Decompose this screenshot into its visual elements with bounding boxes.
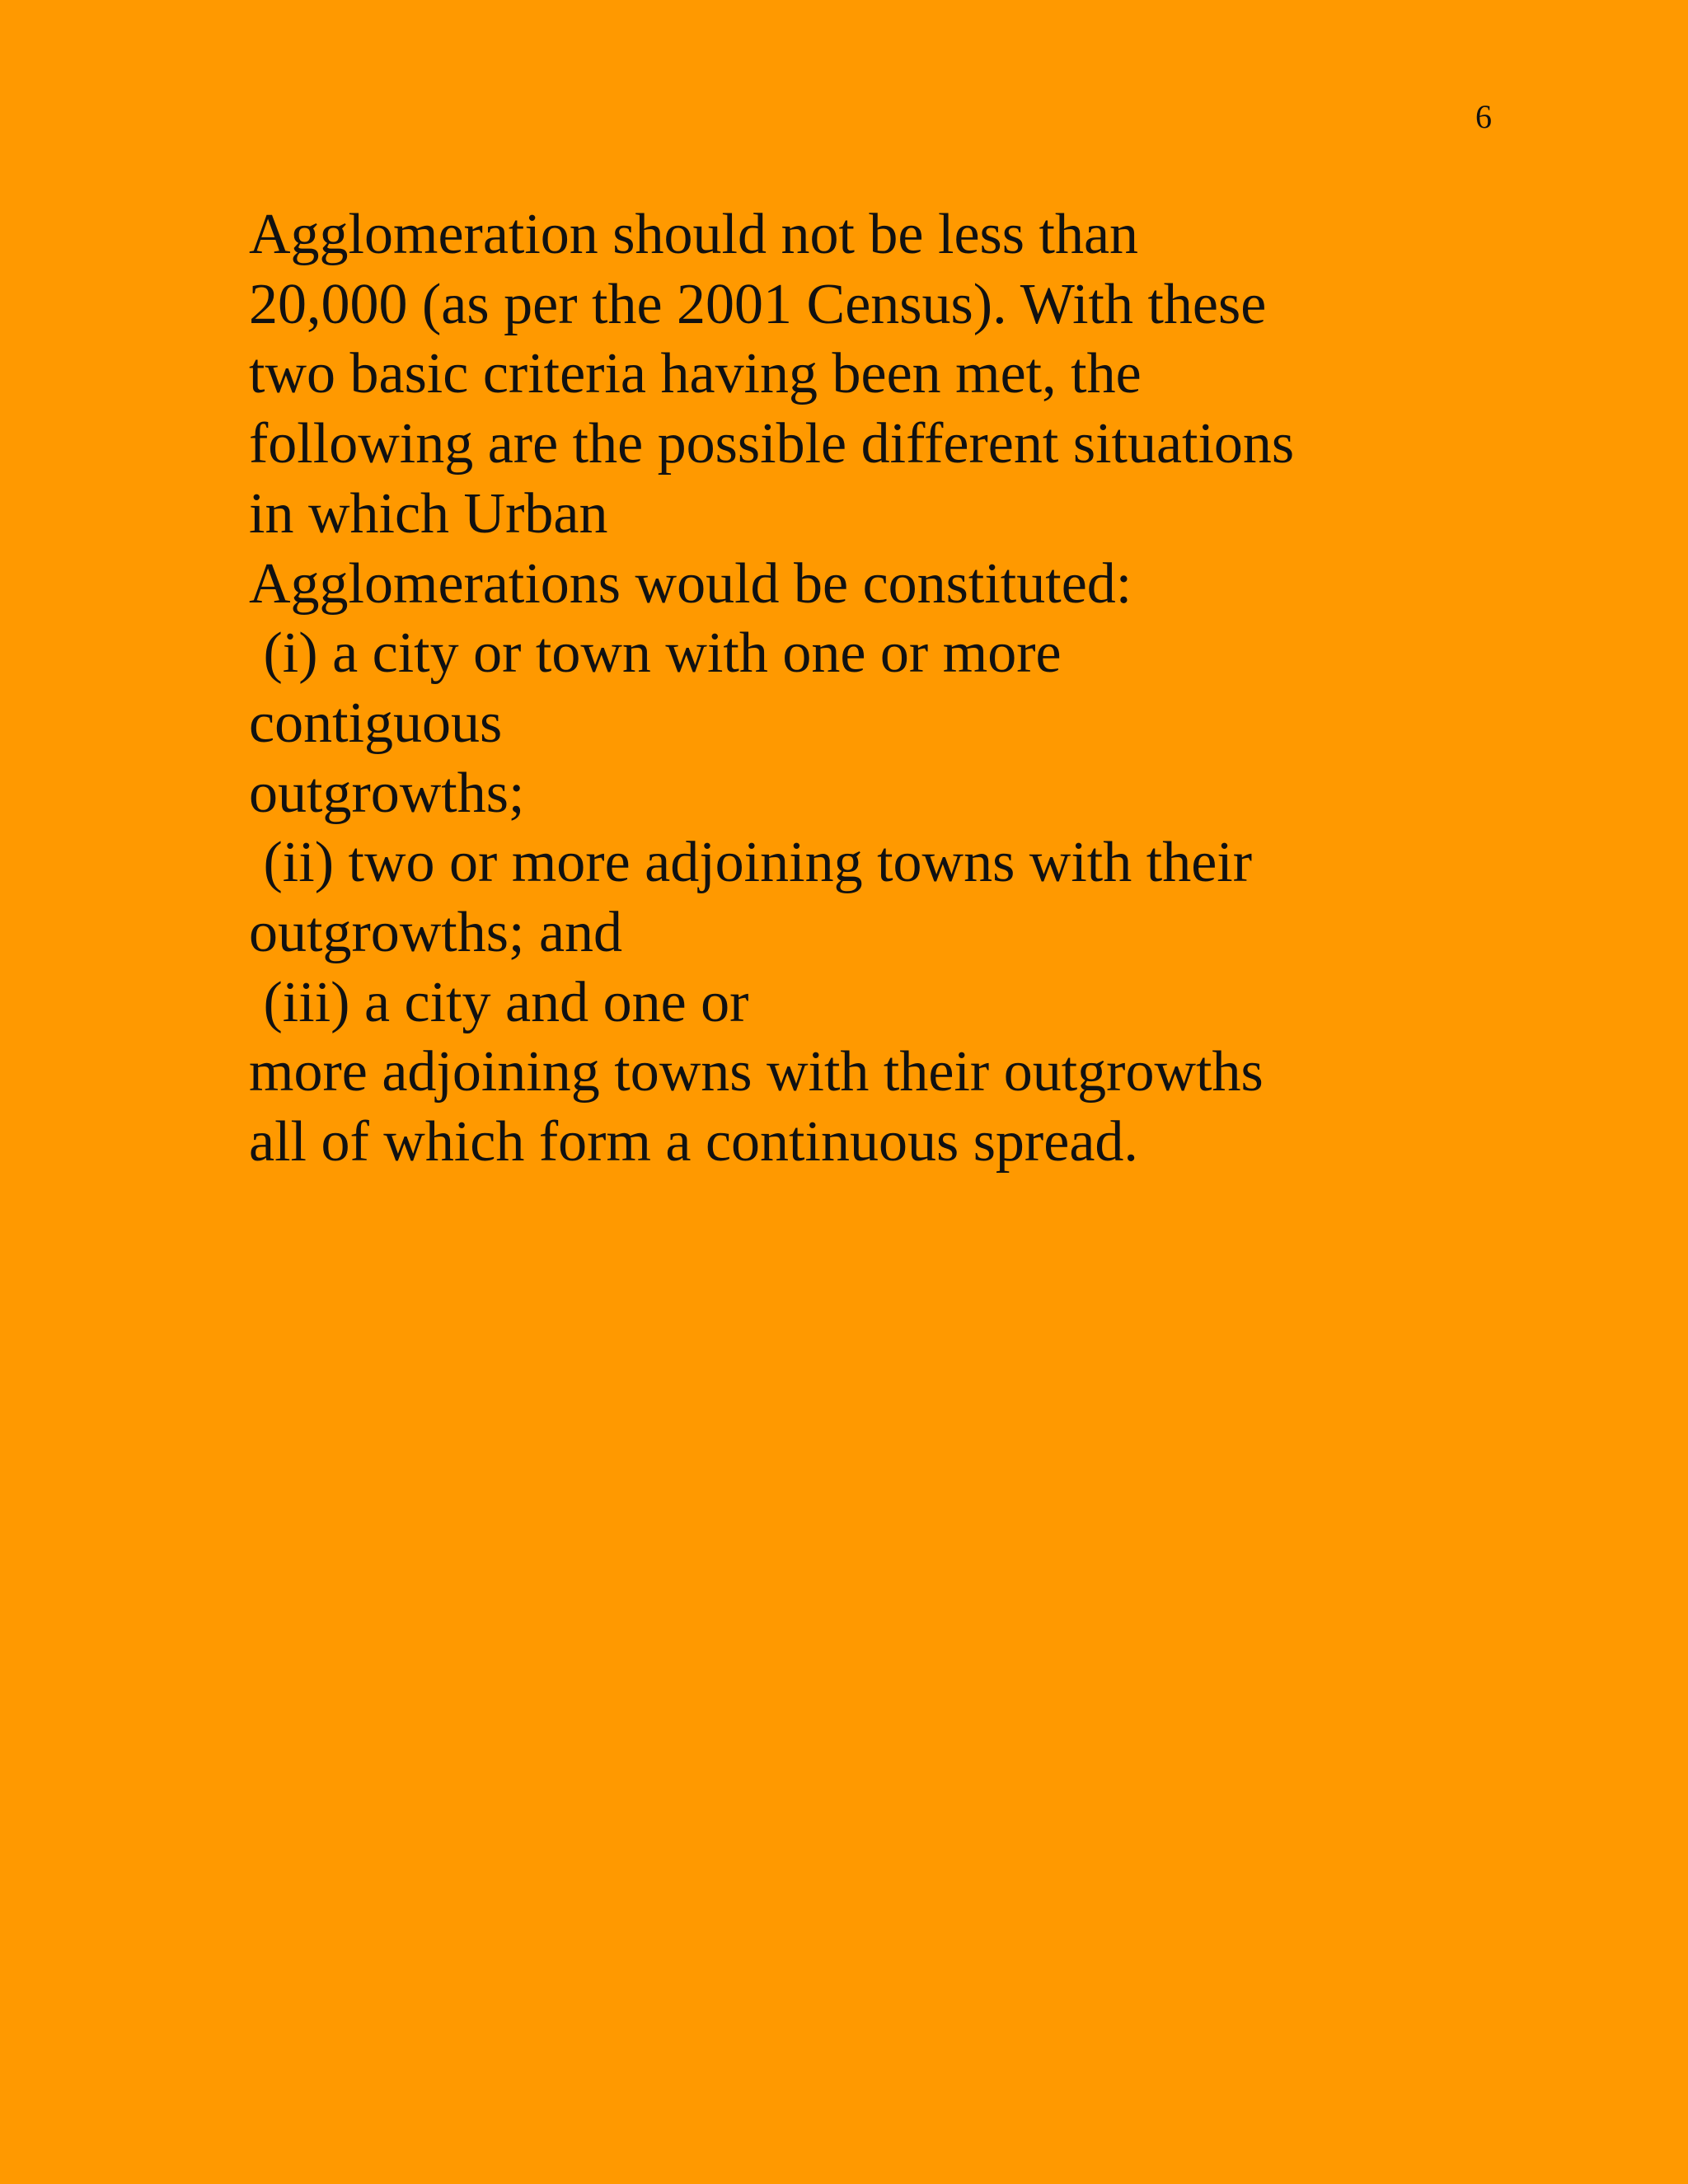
text-line: (ii) two or more adjoining towns with their: [249, 831, 1253, 895]
text-line: outgrowths;: [249, 761, 525, 825]
text-line: following are the possible different situations: [249, 412, 1295, 476]
text-line: Agglomeration should not be less than: [249, 203, 1139, 266]
text-line: all of which form a continuous spread.: [249, 1110, 1138, 1174]
text-line: two basic criteria having been met, the: [249, 342, 1142, 406]
body-text: [249, 200, 1452, 1178]
text-line: in which Urban: [249, 481, 608, 546]
text-line: contiguous: [249, 691, 503, 755]
page-number: 6: [1475, 98, 1492, 135]
text-line: Agglomerations would be constituted:: [249, 551, 1132, 616]
text-line: more adjoining towns with their outgrowths: [249, 1040, 1264, 1104]
text-line: (iii) a city and one or: [249, 970, 749, 1034]
text-line: outgrowths; and: [249, 901, 623, 965]
text-line: 20,000 (as per the 2001 Census). With these: [249, 272, 1267, 336]
text-line: (i) a city or town with one or more: [249, 621, 1062, 686]
